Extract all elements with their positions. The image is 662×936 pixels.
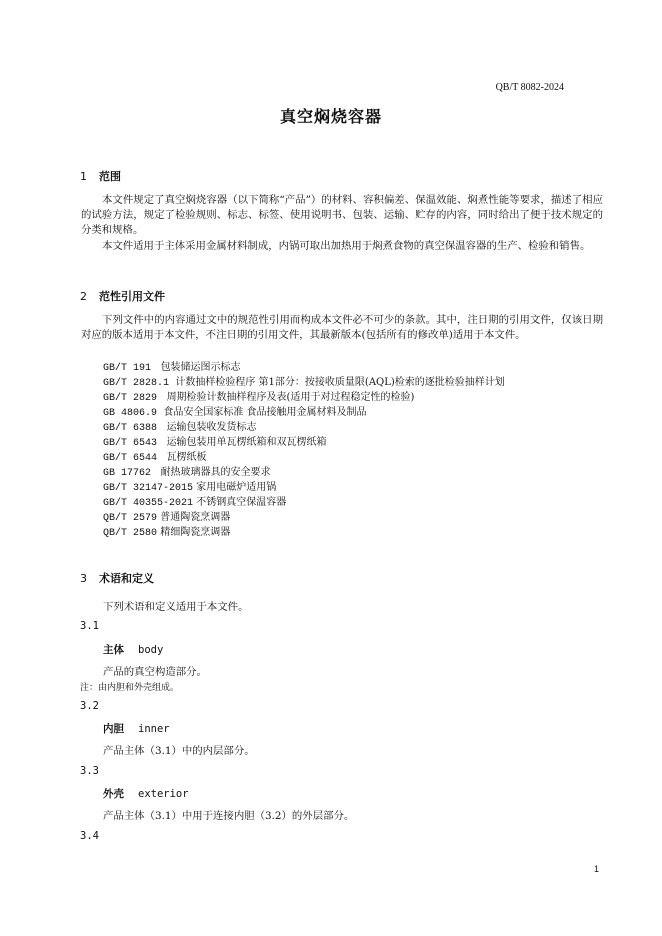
section-number: 3 xyxy=(80,572,87,585)
reference-item: QB/T 2579 普通陶瓷烹调器 xyxy=(103,512,231,524)
section-title: 术语和定义 xyxy=(99,572,154,585)
section-title: 范围 xyxy=(99,170,121,183)
term-english: exterior xyxy=(138,788,189,800)
term-definition: 产品主体（3.1）中的内层部分。 xyxy=(103,745,255,757)
clause-number: 3.2 xyxy=(80,700,99,712)
section-title: 范性引用文件 xyxy=(99,290,165,303)
section-number: 2 xyxy=(80,290,87,303)
term-entry xyxy=(103,786,189,801)
reference-item: QB/T 2580 精细陶瓷烹调器 xyxy=(103,527,231,539)
reference-item: GB/T 32147-2015 家用电磁炉适用锅 xyxy=(103,482,277,494)
section-1-heading xyxy=(80,168,121,184)
reference-item: GB/T 191 包装储运图示标志 xyxy=(103,362,241,374)
reference-item: GB/T 6388 运输包装收发货标志 xyxy=(103,422,257,434)
clause-number: 3.1 xyxy=(80,620,99,632)
reference-item: GB/T 6544 瓦楞纸板 xyxy=(103,452,207,464)
section-2-heading xyxy=(80,288,165,304)
section-1-paragraph-1: 本文件规定了真空焖烧容器（以下简称“产品”）的材料、容积偏差、保温效能、焖煮性能等要求，描述了相应的试验方法，规定了检验规则、标志、标签、使用说明书、包装、运输、贮存的内容，同时给出了便于技术规定的分类和规格。 xyxy=(81,194,603,236)
term-english: inner xyxy=(138,723,170,735)
term-definition: 产品主体（3.1）中用于连接内胆（3.2）的外层部分。 xyxy=(103,810,355,822)
term-definition: 产品的真空构造部分。 xyxy=(103,666,207,678)
term-entry xyxy=(103,642,163,657)
term-note: 注：由内胆和外壳组成。 xyxy=(80,683,180,693)
section-2-paragraph: 下列文件中的内容通过文中的规范性引用而构成本文件必不可少的条款。其中，注日期的引用文件，仅该日期对应的版本适用于本文件，不注日期的引用文件，其最新版本(包括所有的修改单)适用于本文件。 xyxy=(81,314,603,341)
clause-number: 3.3 xyxy=(80,765,99,777)
reference-item: GB/T 6543 运输包装用单瓦楞纸箱和双瓦楞纸箱 xyxy=(103,437,327,449)
term-chinese: 外壳 xyxy=(103,788,124,800)
reference-item: GB 4806.9 食品安全国家标准 食品接触用金属材料及制品 xyxy=(103,407,367,419)
term-english: body xyxy=(138,644,164,656)
page-number: 1 xyxy=(593,864,599,874)
section-1-paragraph-2: 本文件适用于主体采用金属材料制成，内锅可取出加热用于焖煮食物的真空保温容器的生产、检验和销售。 xyxy=(102,240,591,252)
document-title: 真空焖烧容器 xyxy=(279,107,382,126)
term-entry xyxy=(103,721,170,736)
reference-item: GB/T 2829 周期检验计数抽样程序及表(适用于对过程稳定性的检验) xyxy=(103,392,415,404)
reference-item: GB/T 40355-2021 不锈钢真空保温容器 xyxy=(103,497,287,509)
term-chinese: 主体 xyxy=(103,644,124,656)
reference-item: GB/T 2828.1 计数抽样检验程序 第1部分：按接收质量限(AQL)检索的逐批检验抽样计划 xyxy=(103,377,505,389)
section-3-intro: 下列术语和定义适用于本文件。 xyxy=(103,601,249,613)
reference-item: GB 17762 耐热玻璃器具的安全要求 xyxy=(103,467,271,479)
section-number: 1 xyxy=(80,170,87,183)
section-3-heading xyxy=(80,570,154,586)
term-chinese: 内胆 xyxy=(103,723,124,735)
standard-code: QB/T 8082-2024 xyxy=(495,82,564,93)
clause-number: 3.4 xyxy=(80,830,99,842)
